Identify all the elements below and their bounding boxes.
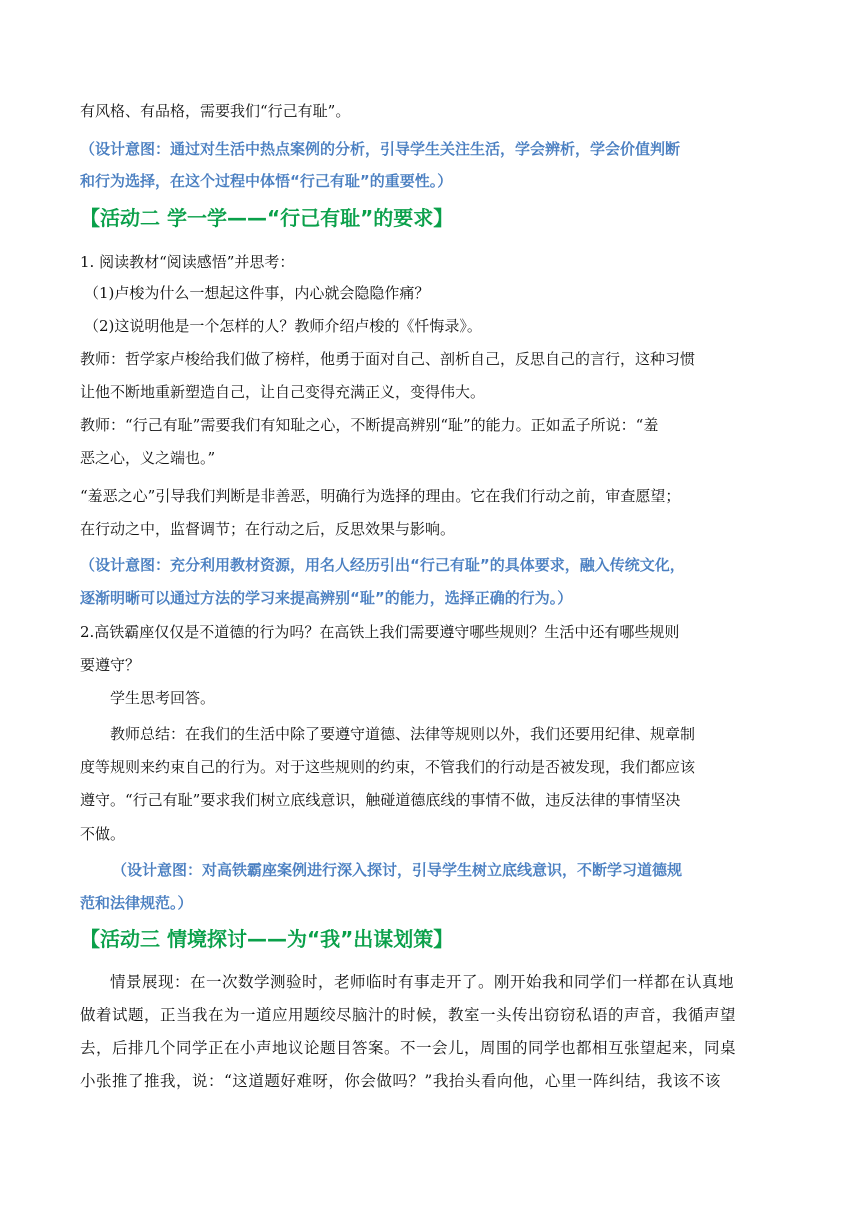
paragraph-line: 要遵守？ [80, 656, 141, 674]
paragraph-line: 在行动之中，监督调节；在行动之后，反思效果与影响。 [80, 520, 456, 538]
paragraph-line: 恶之心，义之端也。” [80, 449, 216, 467]
question-item: （2)这说明他是一个怎样的人？教师介绍卢梭的《忏悔录》。 [84, 317, 482, 335]
design-intent-line: 范和法律规范。） [80, 894, 193, 912]
paragraph-line: 学生思考回答。 [110, 689, 216, 707]
design-intent-line: （设计意图：充分利用教材资源，用名人经历引出“行己有耻”的具体要求，融入传统文化， [80, 556, 685, 574]
design-intent-line: （设计意图：对高铁霸座案例进行深入探讨，引导学生树立底线意识，不断学习道德规 [112, 861, 683, 879]
question-heading: 1. 阅读教材“阅读感悟”并思考： [80, 253, 295, 271]
paragraph-line: 度等规则来约束自己的行为。对于这些规则的约束，不管我们的行动是否被发现，我们都应该 [80, 758, 696, 776]
design-intent-line: 逐渐明晰可以通过方法的学习来提高辨别“耻”的能力，选择正确的行为。） [80, 589, 573, 607]
paragraph-line: 有风格、有品格，需要我们“行己有耻”。 [80, 102, 351, 120]
paragraph-line: 让他不断地重新塑造自己，让自己变得充满正义，变得伟大。 [80, 383, 486, 401]
paragraph-line: 教师总结：在我们的生活中除了要遵守道德、法律等规则以外，我们还要用纪律、规章制 [110, 725, 696, 743]
scenario-line: 去，后排几个同学正在小声地议论题目答案。不一会儿，周围的同学也都相互张望起来，同桌 [80, 1039, 737, 1057]
activity-two-heading: 【活动二 学一学——“行己有耻”的要求】 [80, 206, 454, 230]
design-intent-line: 和行为选择，在这个过程中体悟“行己有耻”的重要性。） [80, 172, 453, 190]
paragraph-line: 教师：“行己有耻”需要我们有知耻之心，不断提高辨别“耻”的能力。正如孟子所说：“羞 [80, 416, 659, 434]
question-heading: 2.高铁霸座仅仅是不道德的行为吗？在高铁上我们需要遵守哪些规则？生活中还有哪些规则 [80, 623, 680, 641]
scenario-line: 情景展现：在一次数学测验时，老师临时有事走开了。刚开始我和同学们一样都在认真地 [110, 973, 735, 991]
scenario-line: 小张推了推我，说：“这道题好难呀，你会做吗？”我抬头看向他，心里一阵纠结，我该不该 [80, 1072, 721, 1090]
activity-three-heading: 【活动三 情境探讨——为“我”出谋划策】 [80, 927, 454, 951]
paragraph-line: “羞恶之心”引导我们判断是非善恶，明确行为选择的理由。它在我们行动之前，审查愿望； [80, 487, 681, 505]
paragraph-line: 教师：哲学家卢梭给我们做了榜样，他勇于面对自己、剖析自己，反思自己的言行，这种习惯 [80, 350, 696, 368]
paragraph-line: 不做。 [80, 825, 126, 843]
paragraph-line: 遵守。“行己有耻”要求我们树立底线意识，触碰道德底线的事情不做，违反法律的事情坚决 [80, 791, 681, 809]
question-item: （1)卢梭为什么一想起这件事，内心就会隐隐作痛？ [84, 284, 430, 302]
scenario-line: 做着试题，正当我在为一道应用题绞尽脑汁的时候，教室一头传出窃窃私语的声音，我循声望 [80, 1006, 737, 1024]
design-intent-line: （设计意图：通过对生活中热点案例的分析，引导学生关注生活，学会辨析，学会价值判断 [80, 140, 681, 158]
